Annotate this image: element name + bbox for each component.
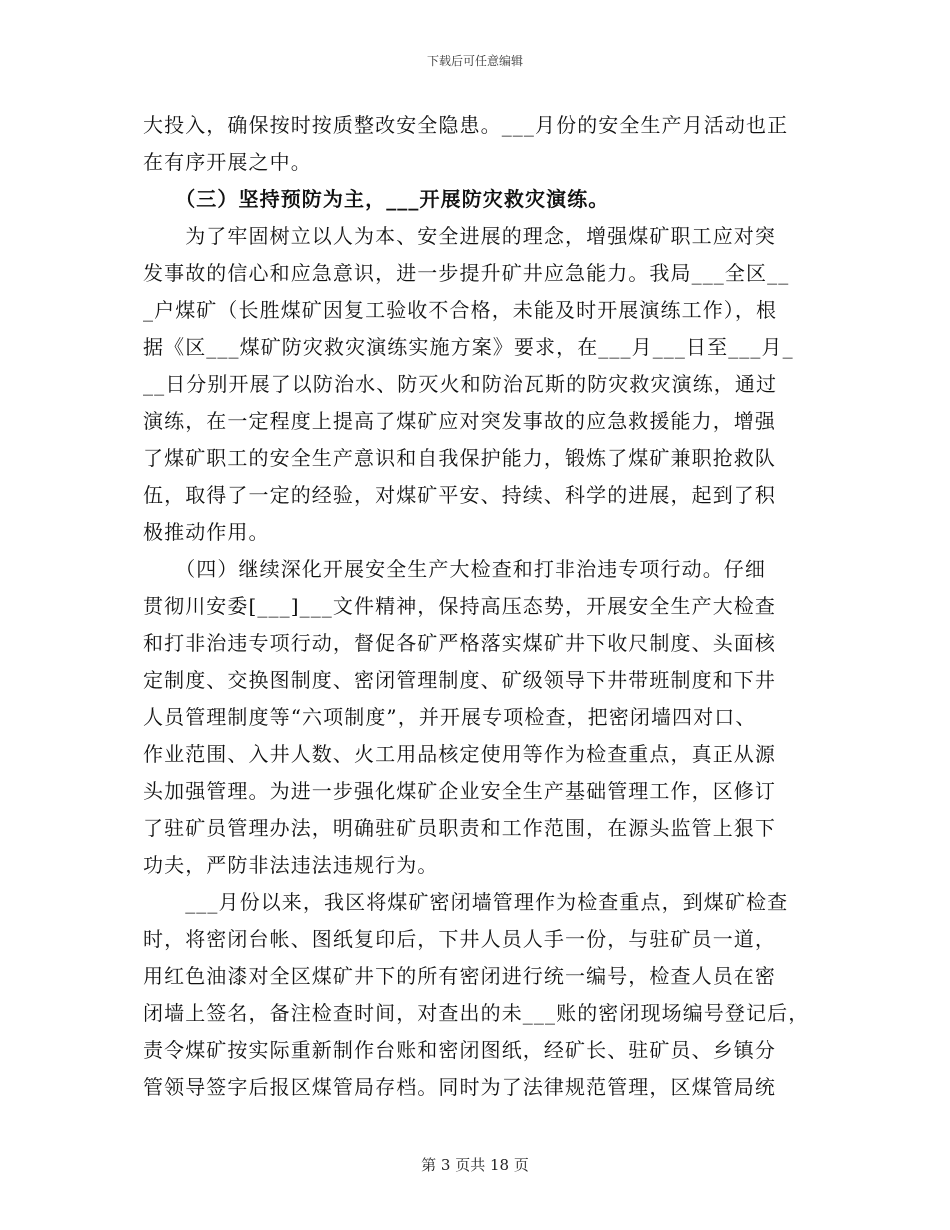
paragraph-line: 极推动作用。 [143, 520, 270, 544]
paragraph-line: 了驻矿员管理办法，明确驻矿员职责和工作范围，在源头监管上狠下 [143, 816, 776, 840]
paragraph-line: 演练，在一定程度上提高了煤矿应对突发事故的应急救援能力，增强 [143, 409, 776, 433]
section-heading-line: （三）坚持预防为主，___开展防灾救灾演练。 [143, 187, 610, 211]
paragraph-line: 为了牢固树立以人为本、安全进展的理念，增强煤矿职工应对突 [143, 224, 776, 248]
paragraph-line: 功夫，严防非法违法违规行为。 [143, 853, 439, 877]
paragraph-line: 贯彻川安委[___]___文件精神，保持高压态势，开展安全生产大检查 [143, 594, 777, 618]
paragraph-line: 人员管理制度等“六项制度”，并开展专项检查，把密闭墙四对口、 [143, 705, 757, 729]
paragraph-line: _户煤矿（长胜煤矿因复工验收不合格，未能及时开展演练工作），根 [143, 298, 778, 322]
paragraph-line: 和打非治违专项行动，督促各矿严格落实煤矿井下收尺制度、头面核 [143, 631, 776, 655]
paragraph-line: 作业范围、入井人数、火工用品核定使用等作为检查重点，真正从源 [143, 742, 776, 766]
paragraph-line: 管领导签字后报区煤管局存档。同时为了法律规范管理，区煤管局统 [143, 1075, 776, 1099]
document-body [143, 107, 815, 1106]
paragraph-line: 头加强管理。为进一步强化煤矿企业安全生产基础管理工作，区修订 [143, 779, 776, 803]
paragraph-line: 定制度、交换图制度、密闭管理制度、矿级领导下井带班制度和下井 [143, 668, 776, 692]
paragraph-line: 用红色油漆对全区煤矿井下的所有密闭进行统一编号，检查人员在密 [143, 964, 776, 988]
paragraph-line: 发事故的信心和应急意识，进一步提升矿井应急能力。我局___全区__ [143, 261, 790, 285]
paragraph-line: 在有序开展之中。 [143, 150, 312, 174]
paragraph-line: 责令煤矿按实际重新制作台账和密闭图纸，经矿长、驻矿员、乡镇分 [143, 1038, 776, 1062]
paragraph-line: 时，将密闭台帐、图纸复印后，下井人员人手一份，与驻矿员一道， [143, 927, 776, 951]
paragraph-line: 伍，取得了一定的经验，对煤矿平安、持续、科学的进展，起到了积 [143, 483, 776, 507]
paragraph-line: 据《区___煤矿防灾救灾演练实施方案》要求，在___月___日至___月_ [143, 335, 794, 359]
page-footer: 第 3 页共 18 页 [421, 1156, 529, 1174]
page-header: 下载后可任意编辑 [426, 54, 523, 68]
paragraph-line: 大投入，确保按时按质整改安全隐患。___月份的安全生产月活动也正 [143, 113, 789, 137]
paragraph-line: （四）继续深化开展安全生产大检查和打非治违专项行动。仔细 [143, 557, 766, 581]
paragraph-line: __日分别开展了以防治水、防灭火和防治瓦斯的防灾救灾演练，通过 [143, 372, 778, 396]
paragraph-line: 了煤矿职工的安全生产意识和自我保护能力，锻炼了煤矿兼职抢救队 [143, 446, 776, 470]
paragraph-line: 闭墙上签名，备注检查时间，对查出的未___账的密闭现场编号登记后， [143, 1001, 810, 1025]
paragraph-line: ___月份以来，我区将煤矿密闭墙管理作为检查重点，到煤矿检查 [143, 890, 789, 914]
